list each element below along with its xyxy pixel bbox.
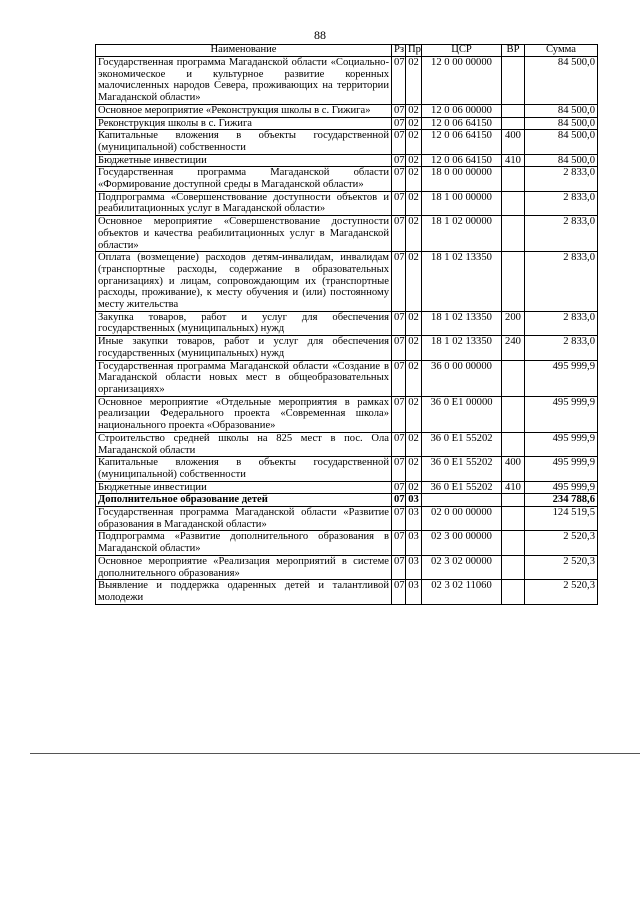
header-rz: Рз xyxy=(392,45,406,57)
cell-name: Основное мероприятие «Совершенствование доступности объектов и качества реабилитационных услуг в Магаданской области» xyxy=(96,216,392,252)
cell-sum: 2 520,3 xyxy=(525,580,598,604)
cell-vr: 240 xyxy=(502,336,525,360)
cell-csr: 18 1 02 13350 xyxy=(422,311,502,335)
cell-pr: 02 xyxy=(406,336,422,360)
cell-vr: 400 xyxy=(502,457,525,481)
cell-pr: 02 xyxy=(406,104,422,117)
cell-name: Государственная программа Магаданской области «Создание в Магаданской области новых мест в общеобразовательных организациях» xyxy=(96,360,392,396)
table-row xyxy=(96,57,598,105)
cell-vr xyxy=(502,167,525,191)
cell-sum: 495 999,9 xyxy=(525,481,598,494)
cell-pr: 02 xyxy=(406,130,422,154)
cell-rz: 07 xyxy=(392,130,406,154)
cell-vr: 410 xyxy=(502,481,525,494)
cell-name: Государственная программа Магаданской области «Формирование доступной среды в Магаданской области» xyxy=(96,167,392,191)
cell-pr: 02 xyxy=(406,117,422,130)
table-row xyxy=(96,531,598,555)
table-row xyxy=(96,252,598,312)
cell-sum: 2 833,0 xyxy=(525,167,598,191)
cell-rz: 07 xyxy=(392,360,406,396)
cell-pr: 02 xyxy=(406,457,422,481)
cell-rz: 07 xyxy=(392,57,406,105)
cell-pr: 02 xyxy=(406,396,422,432)
header-name: Наименование xyxy=(96,45,392,57)
cell-sum: 2 520,3 xyxy=(525,531,598,555)
cell-csr xyxy=(422,494,502,507)
cell-rz: 07 xyxy=(392,457,406,481)
cell-name: Оплата (возмещение) расходов детям-инвалидам, инвалидам (транспортные расходы, содержание в образовательных организациях) и лицам, сопровождающим их (транспортные расходы, проживание), к месту обучения и (или) постоянному месту жительства xyxy=(96,252,392,312)
cell-csr: 12 0 06 64150 xyxy=(422,130,502,154)
cell-sum: 84 500,0 xyxy=(525,104,598,117)
cell-pr: 02 xyxy=(406,154,422,167)
cell-rz: 07 xyxy=(392,336,406,360)
cell-csr: 36 0 E1 55202 xyxy=(422,432,502,456)
table-row xyxy=(96,311,598,335)
cell-sum: 2 833,0 xyxy=(525,191,598,215)
budget-table xyxy=(95,44,598,605)
cell-name: Строительство средней школы на 825 мест в пос. Ола Магаданской области xyxy=(96,432,392,456)
cell-csr: 36 0 E1 00000 xyxy=(422,396,502,432)
cell-csr: 02 0 00 00000 xyxy=(422,507,502,531)
cell-sum: 84 500,0 xyxy=(525,117,598,130)
cell-vr xyxy=(502,360,525,396)
cell-rz: 07 xyxy=(392,494,406,507)
cell-vr: 410 xyxy=(502,154,525,167)
cell-vr xyxy=(502,104,525,117)
cell-rz: 07 xyxy=(392,104,406,117)
cell-rz: 07 xyxy=(392,396,406,432)
table-header-row xyxy=(96,45,598,57)
cell-pr: 02 xyxy=(406,432,422,456)
cell-csr: 36 0 00 00000 xyxy=(422,360,502,396)
cell-name: Основное мероприятие «Реконструкция школы в с. Гижига» xyxy=(96,104,392,117)
table-row xyxy=(96,130,598,154)
header-csr: ЦСР xyxy=(422,45,502,57)
cell-sum: 124 519,5 xyxy=(525,507,598,531)
cell-pr: 02 xyxy=(406,252,422,312)
cell-name: Выявление и поддержка одаренных детей и талантливой молодежи xyxy=(96,580,392,604)
cell-sum: 495 999,9 xyxy=(525,457,598,481)
cell-name: Бюджетные инвестиции xyxy=(96,154,392,167)
cell-rz: 07 xyxy=(392,507,406,531)
page-number: 88 xyxy=(314,28,326,42)
cell-vr xyxy=(502,494,525,507)
cell-pr: 02 xyxy=(406,360,422,396)
table-row xyxy=(96,396,598,432)
cell-vr: 400 xyxy=(502,130,525,154)
cell-name: Капитальные вложения в объекты государственной (муниципальной) собственности xyxy=(96,457,392,481)
cell-sum: 495 999,9 xyxy=(525,360,598,396)
table-row xyxy=(96,494,598,507)
cell-name: Капитальные вложения в объекты государственной (муниципальной) собственности xyxy=(96,130,392,154)
cell-pr: 02 xyxy=(406,57,422,105)
cell-rz: 07 xyxy=(392,154,406,167)
table-row xyxy=(96,336,598,360)
cell-name: Иные закупки товаров, работ и услуг для обеспечения государственных (муниципальных) нужд xyxy=(96,336,392,360)
cell-rz: 07 xyxy=(392,555,406,579)
cell-sum: 2 833,0 xyxy=(525,311,598,335)
cell-sum: 2 833,0 xyxy=(525,216,598,252)
cell-name: Бюджетные инвестиции xyxy=(96,481,392,494)
cell-vr xyxy=(502,580,525,604)
header-sum: Сумма xyxy=(525,45,598,57)
table-row xyxy=(96,360,598,396)
cell-pr: 02 xyxy=(406,481,422,494)
cell-csr: 12 0 06 64150 xyxy=(422,117,502,130)
table-row xyxy=(96,117,598,130)
cell-vr xyxy=(502,191,525,215)
cell-csr: 18 1 00 00000 xyxy=(422,191,502,215)
table-row xyxy=(96,580,598,604)
table-row xyxy=(96,555,598,579)
cell-name: Подпрограмма «Совершенствование доступности объектов и реабилитационных услуг в Магаданской области» xyxy=(96,191,392,215)
cell-pr: 03 xyxy=(406,580,422,604)
cell-pr: 02 xyxy=(406,191,422,215)
cell-name: Реконструкция школы в с. Гижига xyxy=(96,117,392,130)
cell-pr: 03 xyxy=(406,494,422,507)
table-row xyxy=(96,457,598,481)
cell-sum: 2 833,0 xyxy=(525,252,598,312)
cell-csr: 36 0 E1 55202 xyxy=(422,457,502,481)
cell-csr: 12 0 06 64150 xyxy=(422,154,502,167)
cell-sum: 84 500,0 xyxy=(525,57,598,105)
cell-vr xyxy=(502,555,525,579)
cell-name: Государственная программа Магаданской области «Социально-экономическое и культурное развитие коренных малочисленных народов Севера, проживающих на территории Магаданской области» xyxy=(96,57,392,105)
cell-pr: 02 xyxy=(406,216,422,252)
header-vr: ВР xyxy=(502,45,525,57)
cell-vr xyxy=(502,507,525,531)
header-pr: Пр xyxy=(406,45,422,57)
table-row xyxy=(96,104,598,117)
cell-sum: 495 999,9 xyxy=(525,396,598,432)
cell-sum: 2 833,0 xyxy=(525,336,598,360)
cell-name: Подпрограмма «Развитие дополнительного образования в Магаданской области» xyxy=(96,531,392,555)
cell-pr: 02 xyxy=(406,167,422,191)
cell-vr xyxy=(502,396,525,432)
table-row xyxy=(96,154,598,167)
cell-vr xyxy=(502,531,525,555)
table-row xyxy=(96,191,598,215)
cell-csr: 12 0 00 00000 xyxy=(422,57,502,105)
cell-csr: 18 0 00 00000 xyxy=(422,167,502,191)
cell-csr: 12 0 06 00000 xyxy=(422,104,502,117)
cell-name: Основное мероприятие «Отдельные мероприятия в рамках реализации Федерального проекта «Современная школа» национального проекта «Образование» xyxy=(96,396,392,432)
cell-csr: 18 1 02 13350 xyxy=(422,336,502,360)
cell-vr: 200 xyxy=(502,311,525,335)
cell-sum: 84 500,0 xyxy=(525,130,598,154)
cell-csr: 02 3 02 00000 xyxy=(422,555,502,579)
table-row xyxy=(96,432,598,456)
cell-vr xyxy=(502,117,525,130)
cell-sum: 234 788,6 xyxy=(525,494,598,507)
cell-csr: 18 1 02 13350 xyxy=(422,252,502,312)
cell-pr: 02 xyxy=(406,311,422,335)
cell-csr: 02 3 02 11060 xyxy=(422,580,502,604)
cell-vr xyxy=(502,252,525,312)
cell-name: Дополнительное образование детей xyxy=(96,494,392,507)
table-row xyxy=(96,507,598,531)
cell-rz: 07 xyxy=(392,311,406,335)
cell-sum: 2 520,3 xyxy=(525,555,598,579)
cell-name: Закупка товаров, работ и услуг для обеспечения государственных (муниципальных) нужд xyxy=(96,311,392,335)
cell-csr: 18 1 02 00000 xyxy=(422,216,502,252)
cell-rz: 07 xyxy=(392,191,406,215)
table-row xyxy=(96,167,598,191)
cell-rz: 07 xyxy=(392,580,406,604)
cell-pr: 03 xyxy=(406,507,422,531)
cell-rz: 07 xyxy=(392,117,406,130)
cell-vr xyxy=(502,216,525,252)
cell-rz: 07 xyxy=(392,216,406,252)
cell-name: Государственная программа Магаданской области «Развитие образования в Магаданской области» xyxy=(96,507,392,531)
page-bottom-divider xyxy=(30,753,640,754)
cell-sum: 84 500,0 xyxy=(525,154,598,167)
cell-pr: 03 xyxy=(406,531,422,555)
table-row xyxy=(96,481,598,494)
cell-csr: 02 3 00 00000 xyxy=(422,531,502,555)
table-row xyxy=(96,216,598,252)
cell-rz: 07 xyxy=(392,252,406,312)
cell-sum: 495 999,9 xyxy=(525,432,598,456)
cell-vr xyxy=(502,432,525,456)
cell-pr: 03 xyxy=(406,555,422,579)
cell-rz: 07 xyxy=(392,167,406,191)
cell-rz: 07 xyxy=(392,531,406,555)
cell-rz: 07 xyxy=(392,432,406,456)
cell-csr: 36 0 E1 55202 xyxy=(422,481,502,494)
cell-vr xyxy=(502,57,525,105)
cell-name: Основное мероприятие «Реализация мероприятий в системе дополнительного образования» xyxy=(96,555,392,579)
cell-rz: 07 xyxy=(392,481,406,494)
